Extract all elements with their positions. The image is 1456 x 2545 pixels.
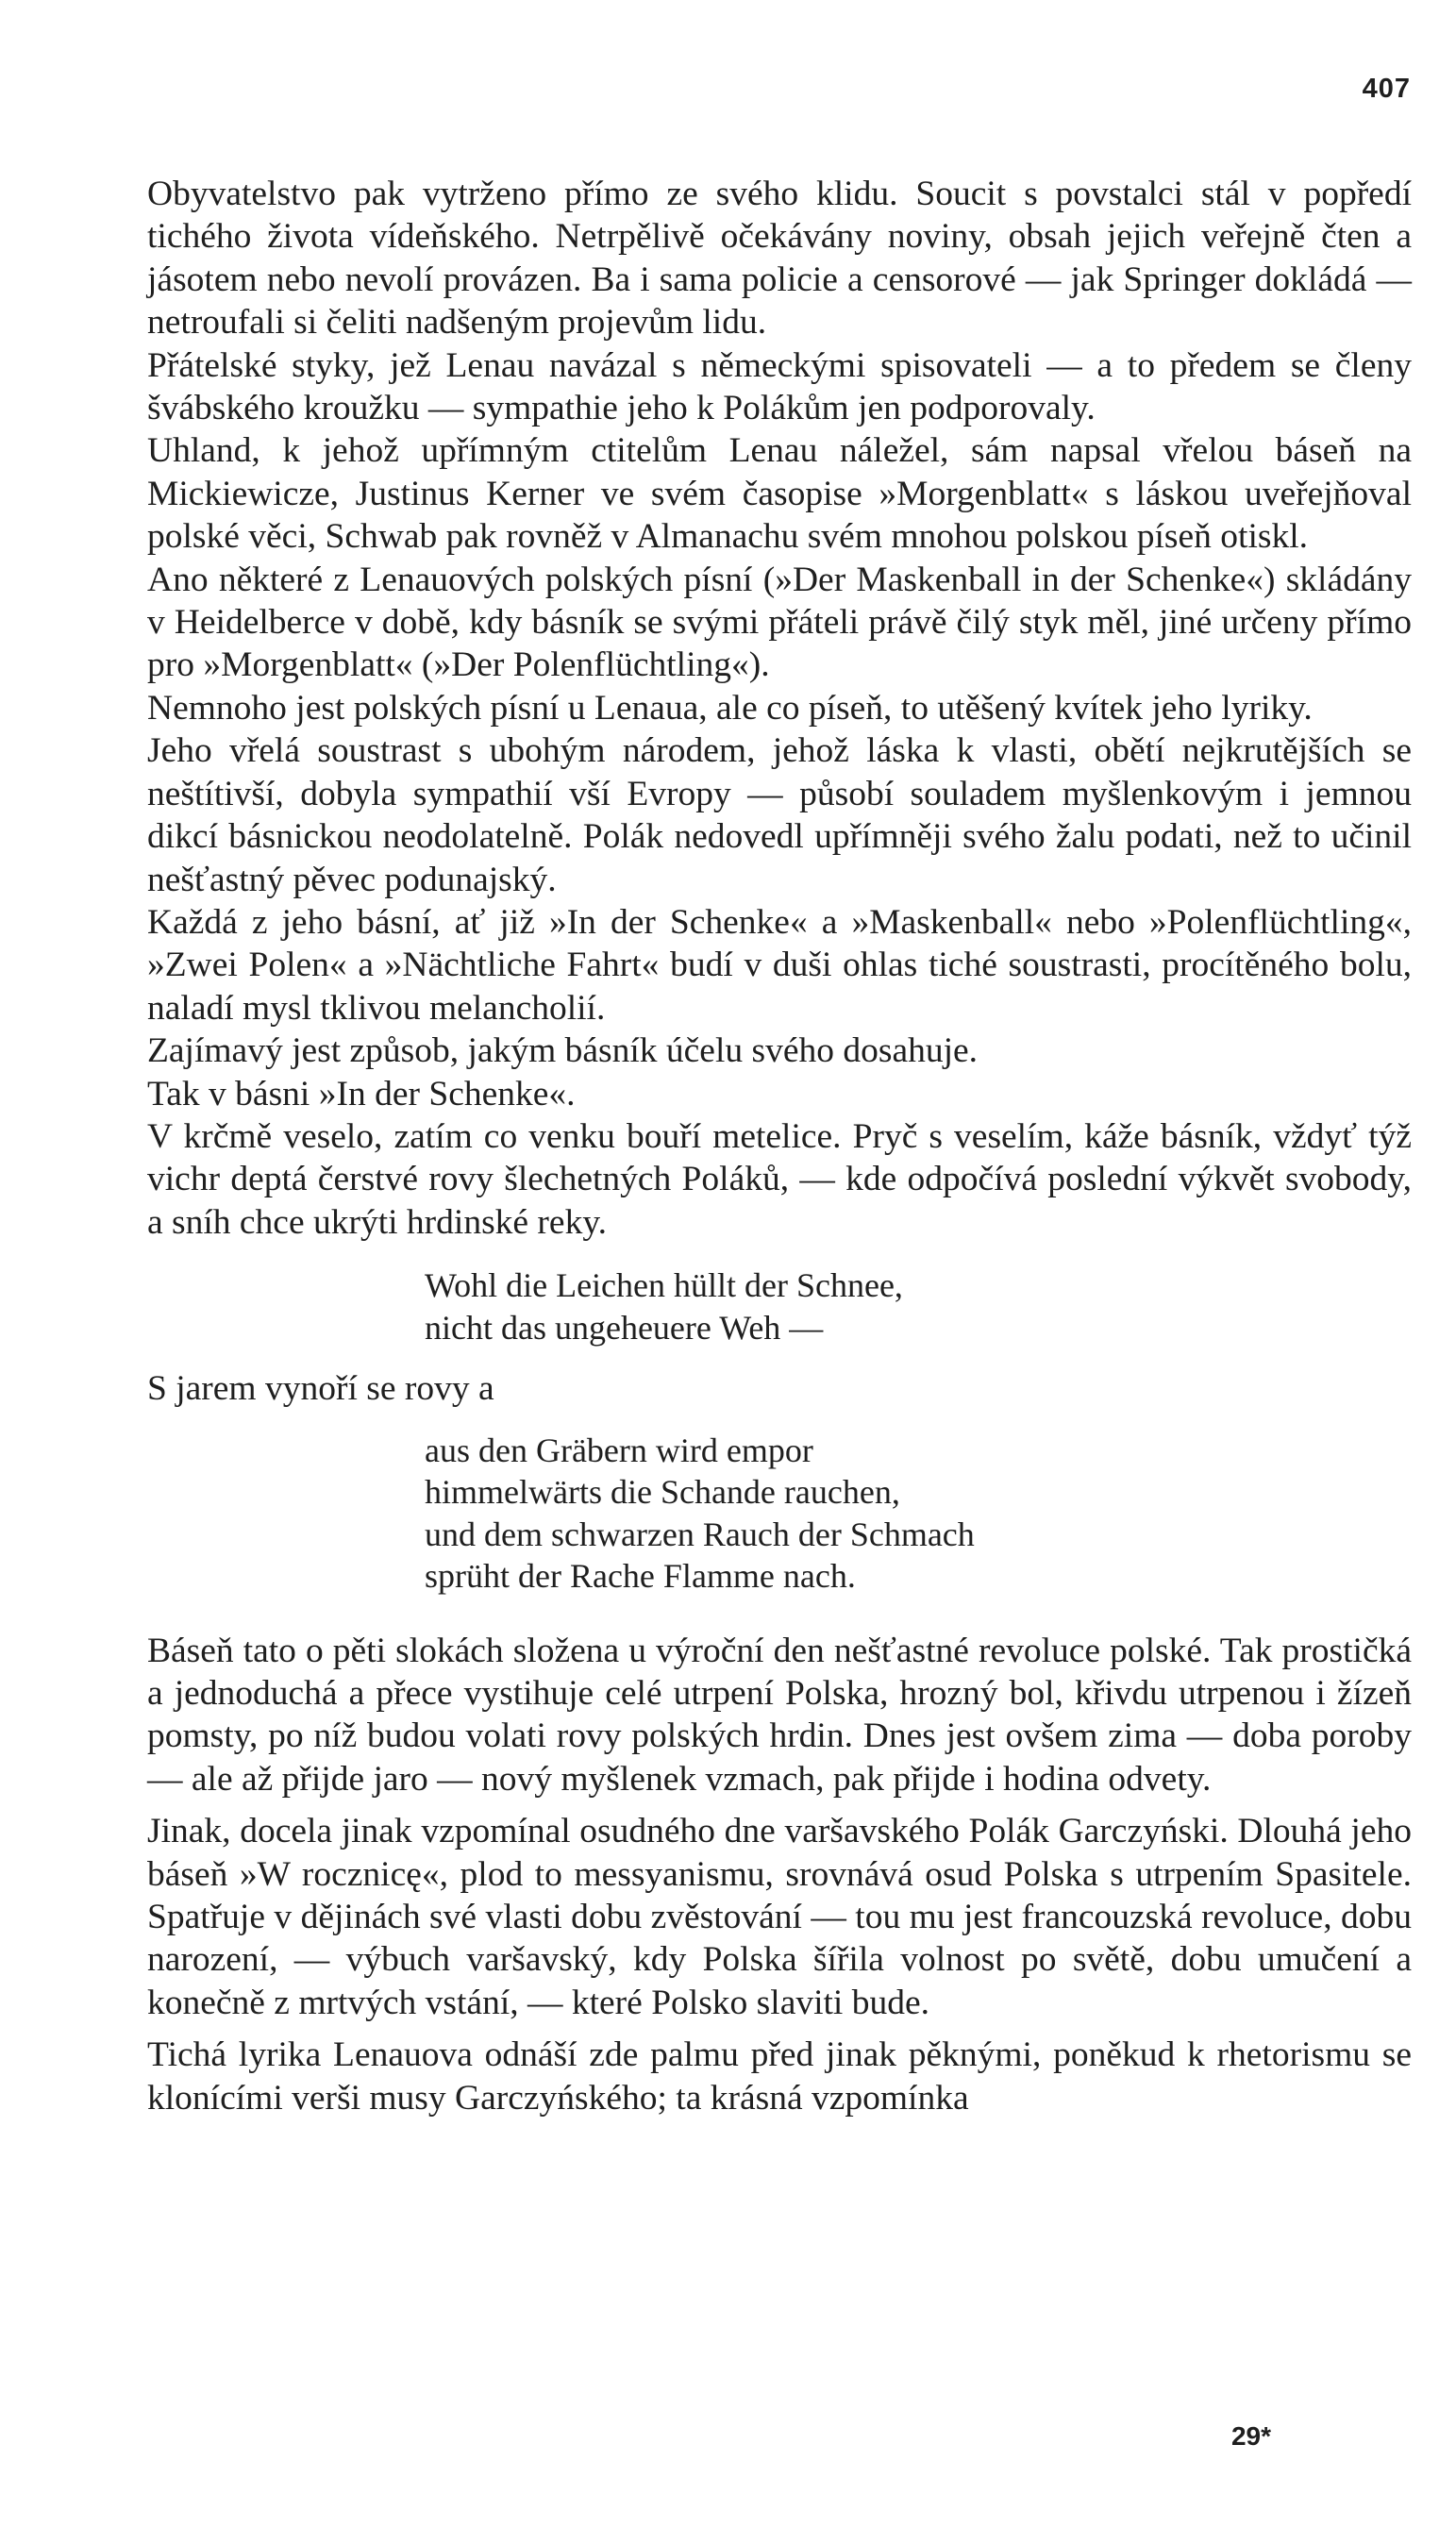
paragraph: Tak v básni »In der Schenke«. (147, 1074, 576, 1113)
verse-line: aus den Gräbern wird empor (425, 1431, 813, 1469)
interlude-line: S jarem vynoří se rovy a (147, 1369, 494, 1409)
paragraph: Uhland, k jehož upřímným ctitelům Lenau náležel, sám napsal vřelou báseň na Mickiewicze, Justinus Kerner ve svém časopise »Morgenblatt« s láskou uveřejňoval polské věci, Schwab pak rovněž v Almanachu svém mnohou polskou píseň otiskl. (147, 431, 1412, 557)
page-number: 407 (1362, 74, 1411, 104)
signature-mark: 29* (1230, 2421, 1271, 2451)
verse-block (425, 1264, 1412, 1348)
text-column (147, 173, 1412, 2119)
verse-line: sprüht der Rache Flamme nach. (425, 1557, 856, 1596)
paragraph: V krčmě veselo, zatím co venku bouří metelice. Pryč s veselím, káže básník, vždyť týž vichr deptá čerstvé rovy šlechetných Poláků, — kde odpočívá poslední výkvět svobody, a sníh chce ukrýti hrdinské reky. (147, 1116, 1412, 1242)
verse-line: himmelwärts die Schande rauchen, (425, 1473, 900, 1512)
paragraph: Jinak, docela jinak vzpomínal osudného dne varšavského Polák Garczyński. Dlouhá jeho báseň »W rocznicę«, plod to messyanismu, srovnává osud Polska s utrpením Spasitele. Spatřuje v dějinách své vlasti dobu zvěstování — tou mu jest francouzská revoluce, dobu narození, — výbuch varšavský, kdy Polska šířila volnost po světě, dobu umučení a konečně z mrtvých vstání, — které Polsko slaviti bude. (147, 1812, 1412, 2022)
paragraph: Každá z jeho básní, ať již »In der Schenke« a »Maskenball« nebo »Polenflüchtling«, »Zwei Polen« a »Nächtliche Fahrt« budí v duši ohlas tiché soustrasti, procítěného bolu, naladí mysl tklivou melancholií. (147, 902, 1412, 1028)
verse-line: nicht das ungeheuere Weh — (425, 1308, 824, 1347)
verse-line: Wohl die Leichen hüllt der Schnee, (425, 1266, 903, 1305)
verse-line: und dem schwarzen Rauch der Schmach (425, 1515, 975, 1553)
paragraph: Nemnoho jest polských písní u Lenaua, ale co píseň, to utěšený kvítek jeho lyriky. (147, 688, 1313, 728)
paragraph: Přátelské styky, jež Lenau navázal s německými spisovateli — a to předem se členy švábského kroužku — sympathie jeho k Polákům jen podporovaly. (147, 345, 1412, 428)
verse-block (425, 1430, 1412, 1598)
paragraph: Jeho vřelá soustrast s ubohým národem, jehož láska k vlasti, obětí nejkrutějších se neštítivší, dobyla sympathií vší Evropy — působí souladem myšlenkovým i jemnou dikcí básnickou neodolatelně. Polák nedovedl upřímněji svého žalu podati, než to učinil nešťastný pěvec podunajský. (147, 731, 1412, 899)
paragraph: Tichá lyrika Lenauova odnáší zde palmu před jinak pěknými, poněkud k rhetorismu se klonícími verši musy Garczyńského; ta krásná vzpomínka (147, 2035, 1412, 2118)
paragraph: Obyvatelstvo pak vytrženo přímo ze svého klidu. Soucit s povstalci stál v popředí tichého života vídeňského. Netrpělivě očekávány noviny, obsah jejich veřejně čten a jásotem nebo nevolí provázen. Ba i sama policie a censorové — jak Springer dokládá — netroufali si čeliti nadšeným projevům lidu. (147, 175, 1412, 343)
paragraph: Báseň tato o pěti slokách složena u výroční den nešťastné revoluce polské. Tak prostičká a jednoduchá a přece vystihuje celé utrpení Polska, hrozný bol, křivdu utrpenou i žízeň pomsty, po níž budou volati rovy polských hrdin. Dnes jest ovšem zima — doba poroby — ale až přijde jaro — nový myšlenek vzmach, pak přijde i hodina odvety. (147, 1631, 1412, 1799)
paragraph: Ano některé z Lenauových polských písní (»Der Maskenball in der Schenke«) skládány v Heidelberce v době, kdy básník se svými přáteli právě čilý styk měl, jiné určeny přímo pro »Morgenblatt« (»Der Polenflüchtling«). (147, 560, 1412, 685)
paragraph: Zajímavý jest způsob, jakým básník účelu svého dosahuje. (147, 1031, 979, 1071)
